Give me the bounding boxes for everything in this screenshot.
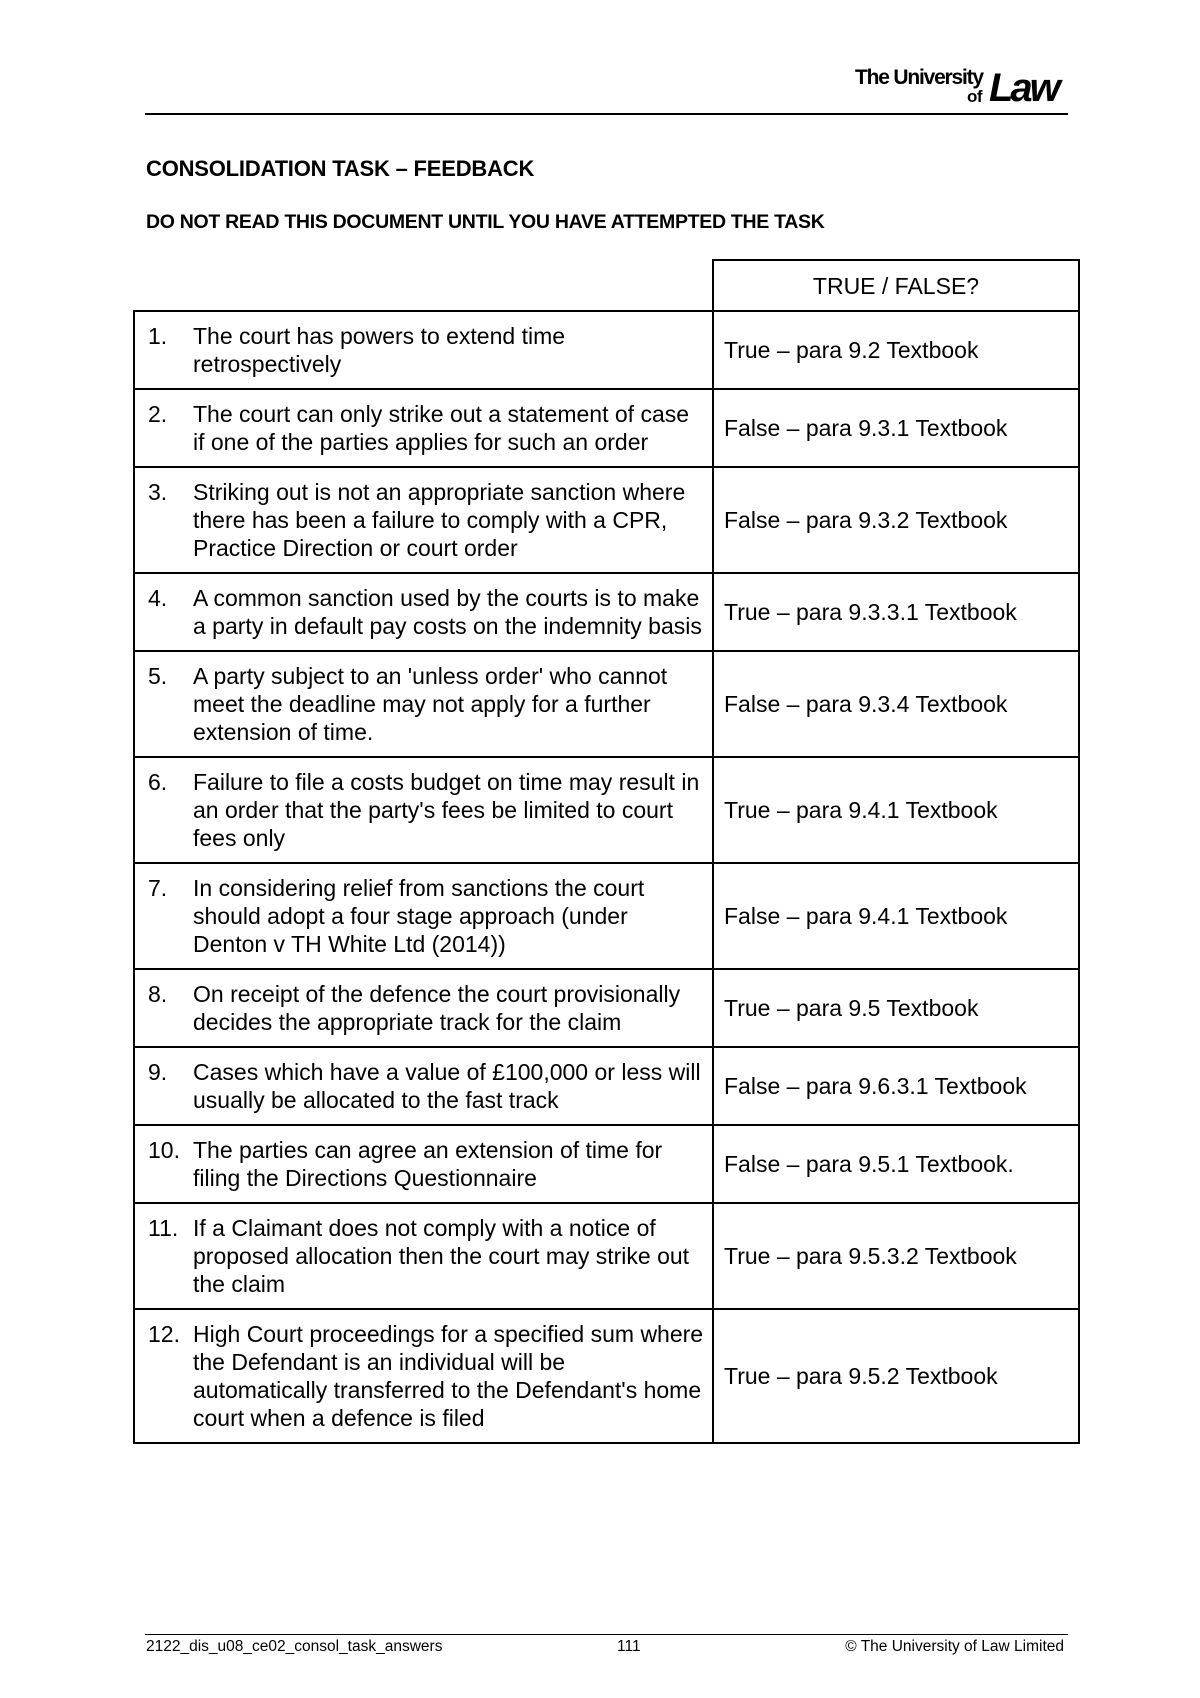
- footer-rule: [145, 1634, 1068, 1635]
- statement-cell: [134, 969, 713, 1047]
- statement-wrapper: [135, 1048, 712, 1124]
- footer-copyright: © The University of Law Limited: [845, 1638, 1064, 1655]
- answer-text: False – para 9.3.1 Textbook: [724, 415, 1008, 441]
- answer-cell: [713, 573, 1079, 651]
- statement-cell: [134, 311, 713, 389]
- statement-wrapper: [135, 970, 712, 1046]
- statement-cell: [134, 1125, 713, 1203]
- statement-cell: [134, 863, 713, 969]
- table-row: [134, 467, 1079, 573]
- answer-text: True – para 9.5 Textbook: [724, 995, 979, 1021]
- statement-wrapper: [135, 1126, 712, 1202]
- answer-text: False – para 9.3.4 Textbook: [724, 691, 1008, 717]
- statement-text: Failure to file a costs budget on time may result in an order that the party's fees be limited to court fees only: [193, 769, 700, 851]
- statement-text: On receipt of the defence the court provisionally decides the appropriate track for the claim: [193, 981, 681, 1035]
- answer-text: True – para 9.3.3.1 Textbook: [724, 599, 1017, 625]
- table-row: [134, 311, 1079, 389]
- statement-text: Cases which have a value of £100,000 or less will usually be allocated to the fast track: [193, 1059, 701, 1113]
- table-row: [134, 389, 1079, 467]
- statement-number: 3.: [148, 479, 168, 505]
- answer-text: True – para 9.5.2 Textbook: [724, 1363, 998, 1389]
- logo-line1: The University: [855, 66, 983, 89]
- statement-number: 1.: [148, 323, 168, 349]
- statement-wrapper: [135, 468, 712, 572]
- answer-text: False – para 9.6.3.1 Textbook: [724, 1073, 1027, 1099]
- page-title: CONSOLIDATION TASK – FEEDBACK: [146, 156, 535, 181]
- statement-wrapper: [135, 864, 712, 968]
- statement-text: A common sanction used by the courts is to make a party in default pay costs on the indemnity basis: [193, 585, 702, 639]
- statement-number: 8.: [148, 981, 168, 1007]
- statement-text: The parties can agree an extension of time for filing the Directions Questionnaire: [193, 1137, 663, 1191]
- table-header-row: [134, 260, 1079, 311]
- statement-wrapper: [135, 312, 712, 388]
- statement-cell: [134, 1047, 713, 1125]
- statement-text: High Court proceedings for a specified sum where the Defendant is an individual will be automatically transferred to the Defendant's home court when a defence is filed: [193, 1321, 704, 1431]
- answer-cell: [713, 863, 1079, 969]
- table-row: [134, 1203, 1079, 1309]
- statement-text: A party subject to an 'unless order' who cannot meet the deadline may not apply for a further extension of time.: [193, 663, 668, 745]
- statement-wrapper: [135, 758, 712, 862]
- statement-number: 6.: [148, 769, 168, 795]
- table-row: [134, 969, 1079, 1047]
- true-false-table: [133, 259, 1080, 1444]
- footer-page-number: 111: [617, 1638, 641, 1655]
- statement-number: 11.: [148, 1215, 179, 1241]
- statement-text: The court can only strike out a statement of case if one of the parties applies for such an order: [193, 401, 690, 455]
- answer-text: True – para 9.5.3.2 Textbook: [724, 1243, 1017, 1269]
- statement-number: 4.: [148, 585, 168, 611]
- answer-cell: [713, 311, 1079, 389]
- statement-wrapper: [135, 1204, 712, 1308]
- statement-cell: [134, 389, 713, 467]
- answer-text: True – para 9.2 Textbook: [724, 337, 979, 363]
- statement-number: 7.: [148, 875, 168, 901]
- answer-cell: [713, 1047, 1079, 1125]
- answer-cell: [713, 467, 1079, 573]
- answer-cell: [713, 1203, 1079, 1309]
- answer-cell: [713, 651, 1079, 757]
- answer-cell: [713, 969, 1079, 1047]
- statement-text: Striking out is not an appropriate sanction where there has been a failure to comply with a CPR, Practice Direction or court order: [193, 479, 686, 561]
- table-row: [134, 1047, 1079, 1125]
- statement-text: The court has powers to extend time retrospectively: [193, 323, 566, 377]
- statement-number: 2.: [148, 401, 168, 427]
- statement-wrapper: [135, 652, 712, 756]
- statement-text: If a Claimant does not comply with a notice of proposed allocation then the court may strike out the claim: [193, 1215, 690, 1297]
- footer-doc-code: 2122_dis_u08_ce02_consol_task_answers: [146, 1638, 443, 1655]
- table-row: [134, 573, 1079, 651]
- statement-wrapper: [135, 1310, 712, 1442]
- header-blank-cell: [134, 260, 713, 311]
- table-row: [134, 1125, 1079, 1203]
- statement-number: 10.: [148, 1137, 180, 1163]
- statement-cell: [134, 651, 713, 757]
- statement-number: 12.: [148, 1321, 180, 1347]
- table-row: [134, 1309, 1079, 1443]
- answer-cell: [713, 1125, 1079, 1203]
- university-of-law-logo: [855, 64, 1070, 110]
- logo-line2: of: [967, 87, 983, 106]
- warning-text: DO NOT READ THIS DOCUMENT UNTIL YOU HAVE ATTEMPTED THE TASK: [146, 211, 825, 233]
- statement-cell: [134, 757, 713, 863]
- statement-cell: [134, 573, 713, 651]
- statement-cell: [134, 467, 713, 573]
- answer-text: True – para 9.4.1 Textbook: [724, 797, 998, 823]
- statement-wrapper: [135, 390, 712, 466]
- answer-text: False – para 9.3.2 Textbook: [724, 507, 1008, 533]
- answer-text: False – para 9.5.1 Textbook.: [724, 1151, 1014, 1177]
- statement-text: In considering relief from sanctions the court should adopt a four stage approach (under Denton v TH White Ltd (2014)): [193, 875, 645, 957]
- table-row: [134, 757, 1079, 863]
- answer-column-header: TRUE / FALSE?: [713, 260, 1079, 311]
- header-rule: [145, 113, 1068, 115]
- answer-cell: [713, 757, 1079, 863]
- table-row: [134, 863, 1079, 969]
- statement-cell: [134, 1309, 713, 1443]
- statement-number: 9.: [148, 1059, 168, 1085]
- statement-number: 5.: [148, 663, 168, 689]
- logo-line3: Law: [989, 66, 1058, 110]
- answer-cell: [713, 1309, 1079, 1443]
- statement-wrapper: [135, 574, 712, 650]
- table-row: [134, 651, 1079, 757]
- statement-cell: [134, 1203, 713, 1309]
- answer-text: False – para 9.4.1 Textbook: [724, 903, 1008, 929]
- answer-cell: [713, 389, 1079, 467]
